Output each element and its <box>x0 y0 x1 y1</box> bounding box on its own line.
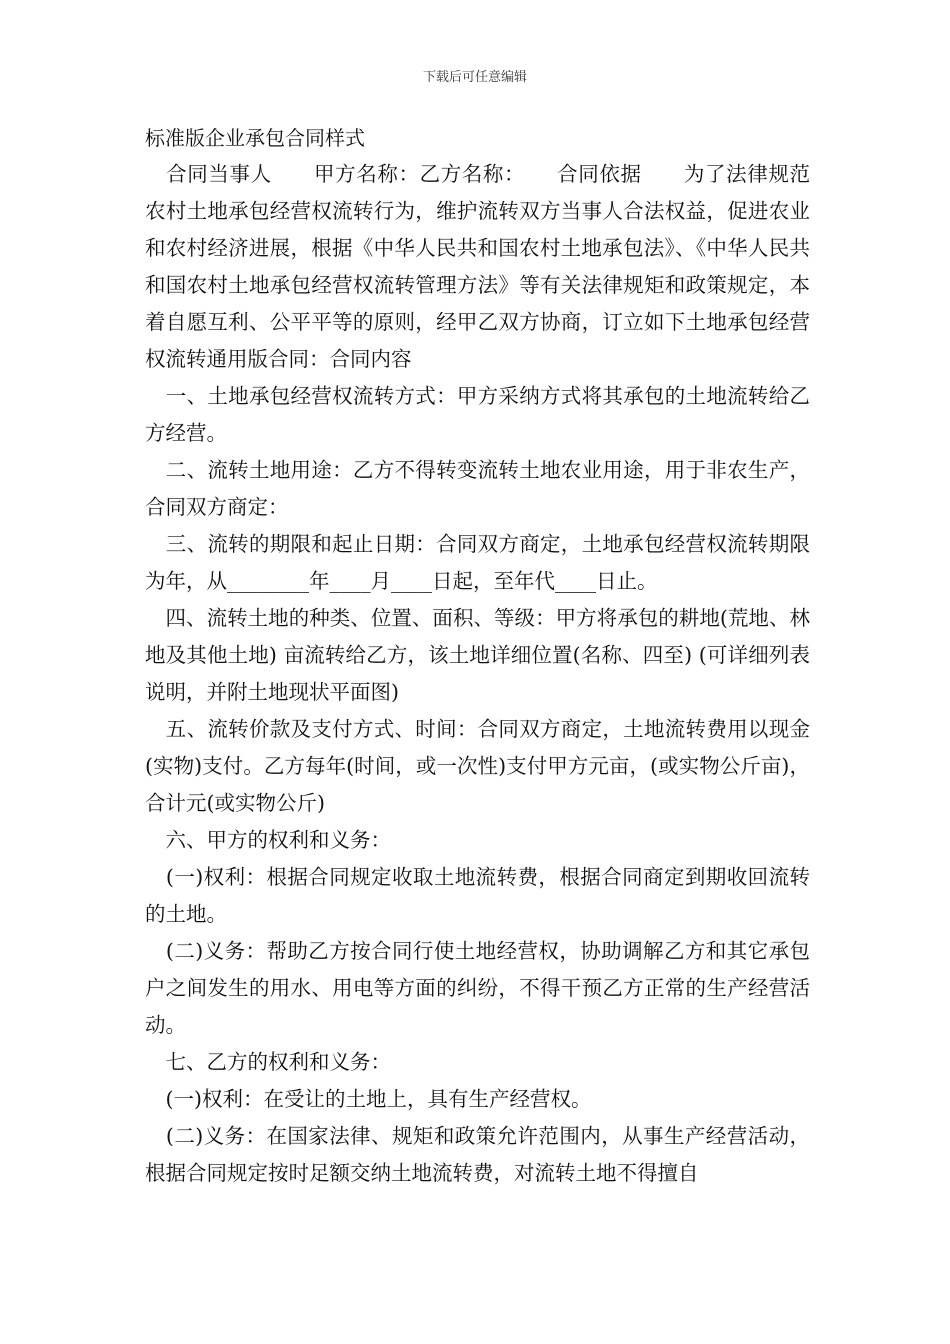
paragraph-clause-1: 一、土地承包经营权流转方式：甲方采纳方式将其承包的土地流转给乙方经营。 <box>145 384 810 445</box>
paragraph-clause-2: 二、流转土地用途：乙方不得转变流转土地农业用途，用于非农生产，合同双方商定： <box>145 458 810 519</box>
document-title: 标准版企业承包合同样式 <box>145 126 365 150</box>
paragraph-clause-4: 四、流转土地的种类、位置、面积、等级：甲方将承包的耕地(荒地、林地及其他土地) 亩流转给乙方，该土地详细位置(名称、四至) (可详细列表说明，并附土地现状平面图) <box>145 606 810 704</box>
paragraph-clause-6: 六、甲方的权利和义务： <box>145 828 391 852</box>
paragraph-clause-5: 五、流转价款及支付方式、时间：合同双方商定，土地流转费用以现金(实物)支付。乙方每年(时间，或一次性)支付甲方元亩，(或实物公斤亩)，合计元(或实物公斤) <box>145 717 810 815</box>
paragraph-parties: 合同当事人 甲方名称：乙方名称： 合同依据 为了法律规范农村土地承包经营权流转行为，维护流转双方当事人合法权益，促进农业和农村经济进展，根据《中华人民共和国农村土地承包法》、《中华人民共和国农村土地承包经营权流转管理方法》等有关法律规矩和政策规定，本着自愿互利、公平平等的原则，经甲乙双方协商，订立如下土地承包经营权流转通用版合同：合同内容 <box>145 162 810 371</box>
paragraph-clause-6-rights: (一)权利：根据合同规定收取土地流转费，根据合同商定到期收回流转的土地。 <box>145 865 810 926</box>
paragraph-clause-7-rights: (一)权利：在受让的土地上，具有生产经营权。 <box>145 1087 592 1111</box>
paragraph-clause-6-duties: (二)义务：帮助乙方按合同行使土地经营权，协助调解乙方和其它承包户之间发生的用水、用电等方面的纠纷，不得干预乙方正常的生产经营活动。 <box>145 939 810 1037</box>
document-body <box>145 120 810 1192</box>
page-header-note: 下载后可任意编辑 <box>422 70 527 85</box>
paragraph-clause-7: 七、乙方的权利和义务： <box>145 1050 391 1074</box>
paragraph-clause-7-duties: (二)义务：在国家法律、规矩和政策允许范围内，从事生产经营活动，根据合同规定按时足额交纳土地流转费，对流转土地不得擅自 <box>145 1124 810 1185</box>
paragraph-clause-3: 三、流转的期限和起止日期：合同双方商定，土地承包经营权流转期限为年，从________年____月____日起，至年代____日止。 <box>145 532 810 593</box>
